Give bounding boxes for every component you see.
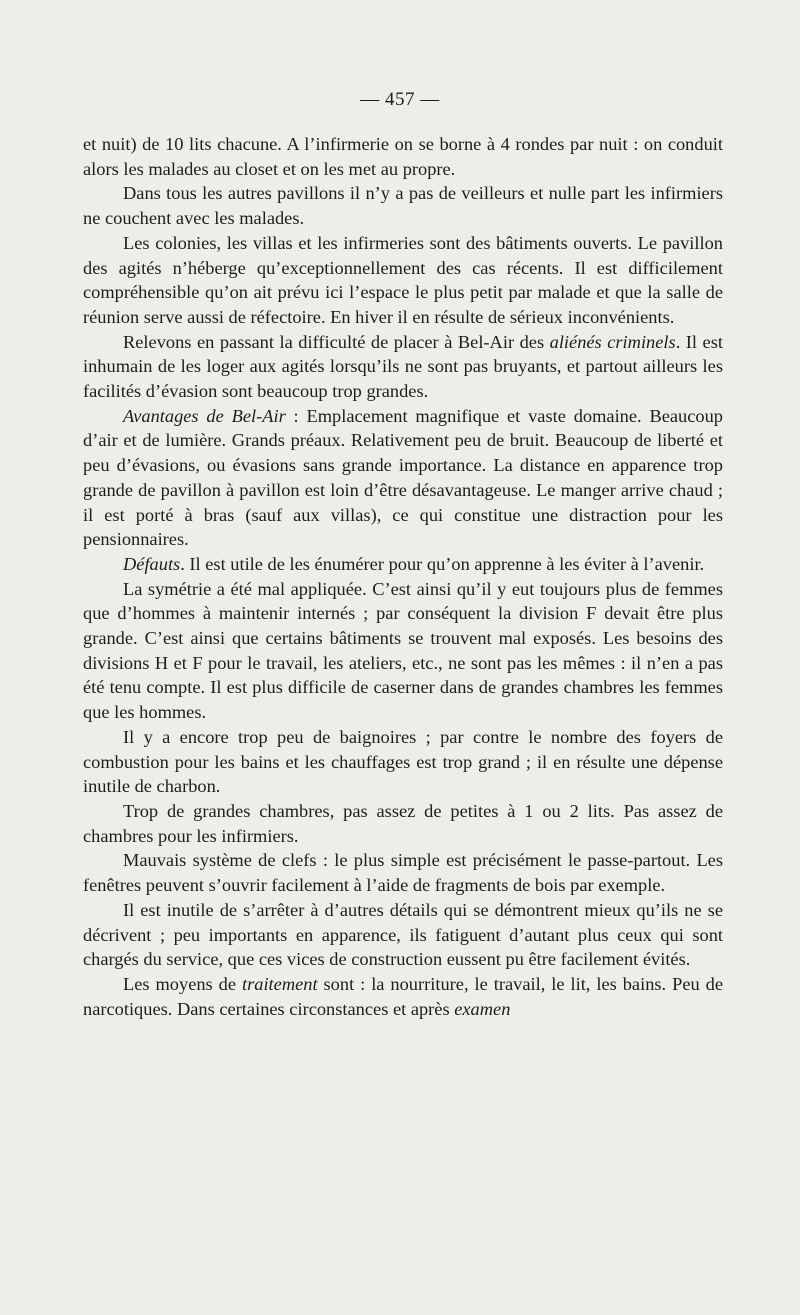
paragraph-6-italic: Défauts <box>123 553 181 574</box>
paragraph-5-text: : Emplacement magnifique et vaste domaine. Beaucoup d’air et de lumière. Grands préaux. Relativement peu de bruit. Beaucoup de liberté et peu d’évasions, ou évasions sans grande importance. La distance en apparence trop grande de pavillon à pavillon est loin d’être désavantageuse. Le manger arrive chaud ; il est porté à bras (sauf aux villas), ce qui constitue une distraction pour les pensionnaires. <box>83 405 723 550</box>
paragraph-9 <box>83 799 723 848</box>
paragraph-2-text: Dans tous les autres pavillons il n’y a pas de veilleurs et nulle part les infirmiers ne couchent avec les malades. <box>83 183 723 229</box>
paragraph-7 <box>83 577 723 725</box>
paragraph-2 <box>83 181 723 230</box>
paragraph-10 <box>83 848 723 897</box>
paragraph-11-text: Il est inutile de s’arrêter à d’autres détails qui se démontrent mieux qu’ils ne se décrivent ; peu importants en apparence, ils fatiguent d’autant plus ceux qui sont chargés du service, que ces vices de construction eussent pu être facilement évités. <box>83 899 723 970</box>
paragraph-12-italic-b: examen <box>454 998 511 1019</box>
paragraph-12-italic-a: traitement <box>241 973 318 994</box>
page-number: — 457 — <box>360 89 440 110</box>
paragraph-5 <box>83 404 723 552</box>
paragraph-4-text-a: Relevons en passant la difficulté de placer à Bel-Air des <box>123 331 550 352</box>
paragraph-7-text: La symétrie a été mal appliquée. C’est ainsi qu’il y eut toujours plus de femmes que d’hommes à maintenir internés ; par conséquent la division F devait être plus grande. C’est ainsi que certains bâtiments se trouvent mal exposés. Les besoins des divisions H et F pour le travail, les ateliers, etc., ne sont pas les mêmes : il n’en a pas été tenu compte. Il est plus difficile de caserner dans de grandes chambres les femmes que les hommes. <box>83 578 723 723</box>
paragraph-11 <box>83 898 723 972</box>
paragraph-6 <box>83 552 723 577</box>
paragraph-4-text-b: . Il est inhumain de les loger aux agités lorsqu’ils ne sont pas bruyants, et partout ailleurs les facilités d’évasion sont beaucoup trop grandes. <box>83 331 723 402</box>
paragraph-4 <box>83 330 723 404</box>
paragraph-8-text: Il y a encore trop peu de baignoires ; par contre le nombre des foyers de combustion pour les bains et les chauffages est trop grand ; il en résulte une dépense inutile de charbon. <box>83 726 723 797</box>
paragraph-12-text-b: sont : la nourriture, le travail, le lit, les bains. Peu de narcotiques. Dans certaines circonstances et après <box>83 973 723 1019</box>
paragraph-1-text: et nuit) de 10 lits chacune. A l’infirmerie on se borne à 4 rondes par nuit : on conduit alors les malades au closet et on les met au propre. <box>83 134 723 179</box>
paragraph-9-text: Trop de grandes chambres, pas assez de petites à 1 ou 2 lits. Pas assez de chambres pour les infirmiers. <box>83 800 723 846</box>
paragraph-12 <box>83 972 723 1021</box>
paragraph-1 <box>83 132 723 181</box>
paragraph-6-text: . Il est utile de les énumérer pour qu’on apprenne à les éviter à l’avenir. <box>180 553 705 574</box>
body-text <box>83 132 723 1021</box>
paragraph-5-italic: Avantages de Bel-Air <box>123 405 286 426</box>
paragraph-8 <box>83 725 723 799</box>
paragraph-3 <box>83 231 723 330</box>
paragraph-10-text: Mauvais système de clefs : le plus simple est précisément le passe-partout. Les fenêtres peuvent s’ouvrir facilement à l’aide de fragments de bois par exemple. <box>83 850 723 896</box>
paragraph-12-text-a: Les moyens de <box>123 973 242 994</box>
paragraph-3-text: Les colonies, les villas et les infirmeries sont des bâtiments ouverts. Le pavillon des agités n’héberge qu’exceptionnellement des cas récents. Il est difficilement compréhensible qu’on ait prévu ici l’espace le plus petit par malade et que la salle de réunion serve aussi de réfectoire. En hiver il en résulte de sérieux inconvénients. <box>83 232 723 327</box>
paragraph-4-italic: aliénés criminels <box>549 331 676 352</box>
